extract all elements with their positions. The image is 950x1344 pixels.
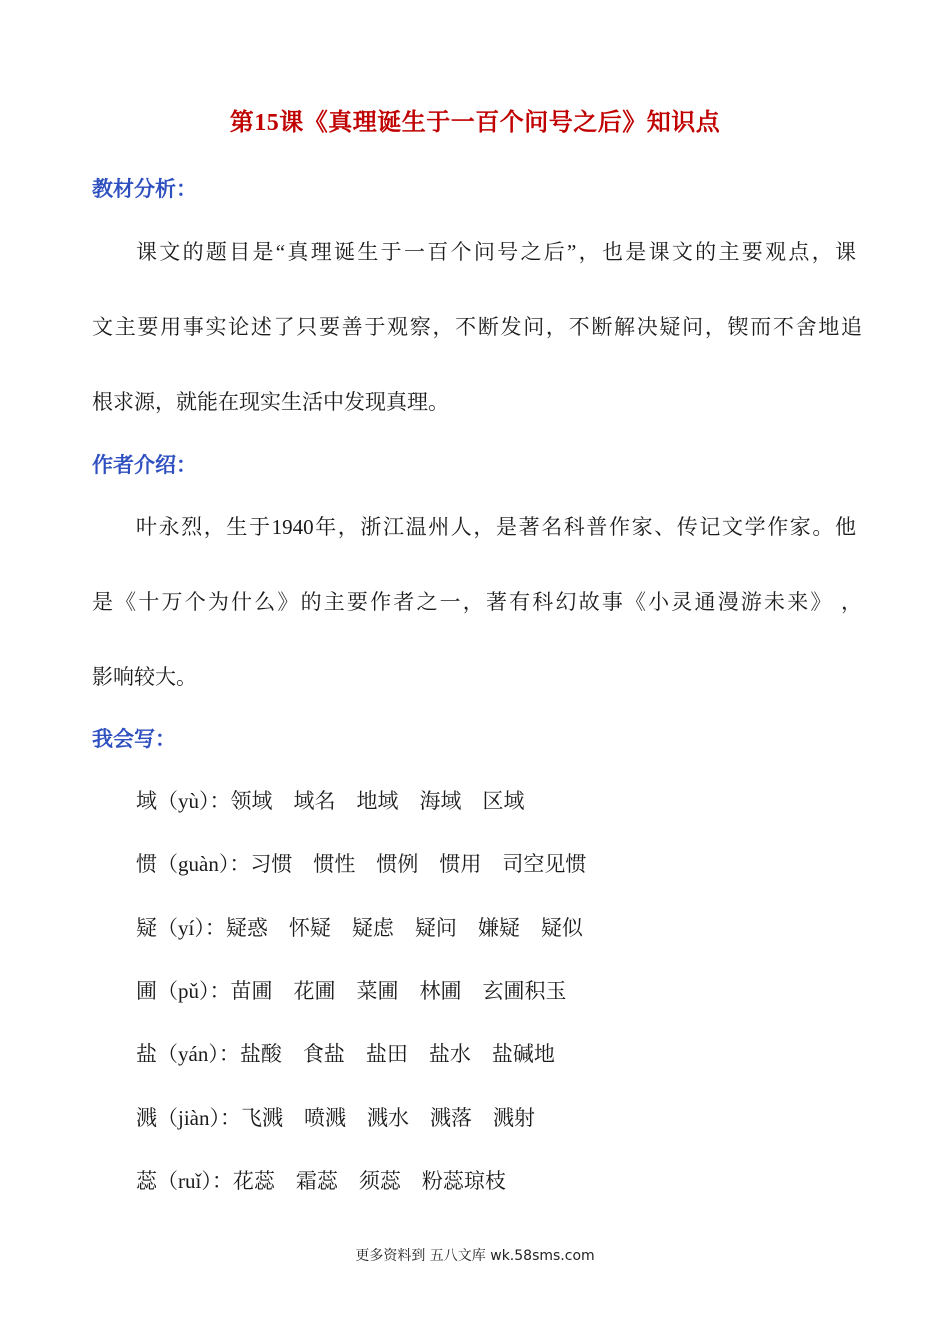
author-line-3: 影响较大。 bbox=[92, 665, 197, 689]
analysis-line-1: 课文的题目是“真理诞生于一百个问号之后”，也是课文的主要观点，课 bbox=[136, 240, 856, 264]
vocab-item-jian: 溅（jiàn）：飞溅 喷溅 溅水 溅落 溅射 bbox=[136, 1106, 535, 1130]
author-line-2: 是《十万个为什么》的主要作者之一，著有科幻故事《小灵通漫游未来》 ， bbox=[92, 590, 862, 614]
section-heading-analysis: 教材分析： bbox=[92, 177, 197, 201]
vocab-item-guan: 惯（guàn）：习惯 惯性 惯例 惯用 司空见惯 bbox=[136, 852, 587, 876]
vocab-item-rui: 蕊（ruǐ）：花蕊 霜蕊 须蕊 粉蕊琼枝 bbox=[136, 1169, 506, 1193]
section-heading-author: 作者介绍： bbox=[92, 453, 197, 477]
vocab-item-yan: 盐（yán）：盐酸 食盐 盐田 盐水 盐碱地 bbox=[136, 1042, 555, 1066]
author-line-1: 叶永烈，生于1940年，浙江温州人，是著名科普作家、传记文学作家。他 bbox=[136, 515, 856, 539]
vocab-item-yu: 域（yù）：领域 域名 地域 海域 区域 bbox=[136, 789, 525, 813]
page-footer: 更多资料到 五八文库 wk.58sms.com bbox=[355, 1248, 595, 1264]
vocab-item-pu: 圃（pǔ）：苗圃 花圃 菜圃 林圃 玄圃积玉 bbox=[136, 979, 567, 1003]
section-heading-writing: 我会写： bbox=[92, 727, 176, 751]
analysis-line-2: 文主要用事实论述了只要善于观察，不断发问，不断解决疑问，锲而不舍地追 bbox=[92, 315, 862, 339]
vocab-item-yi: 疑（yí）：疑惑 怀疑 疑虑 疑问 嫌疑 疑似 bbox=[136, 916, 583, 940]
page-title: 第15课《真理诞生于一百个问号之后》知识点 bbox=[229, 110, 721, 136]
analysis-line-3: 根求源，就能在现实生活中发现真理。 bbox=[92, 390, 449, 414]
